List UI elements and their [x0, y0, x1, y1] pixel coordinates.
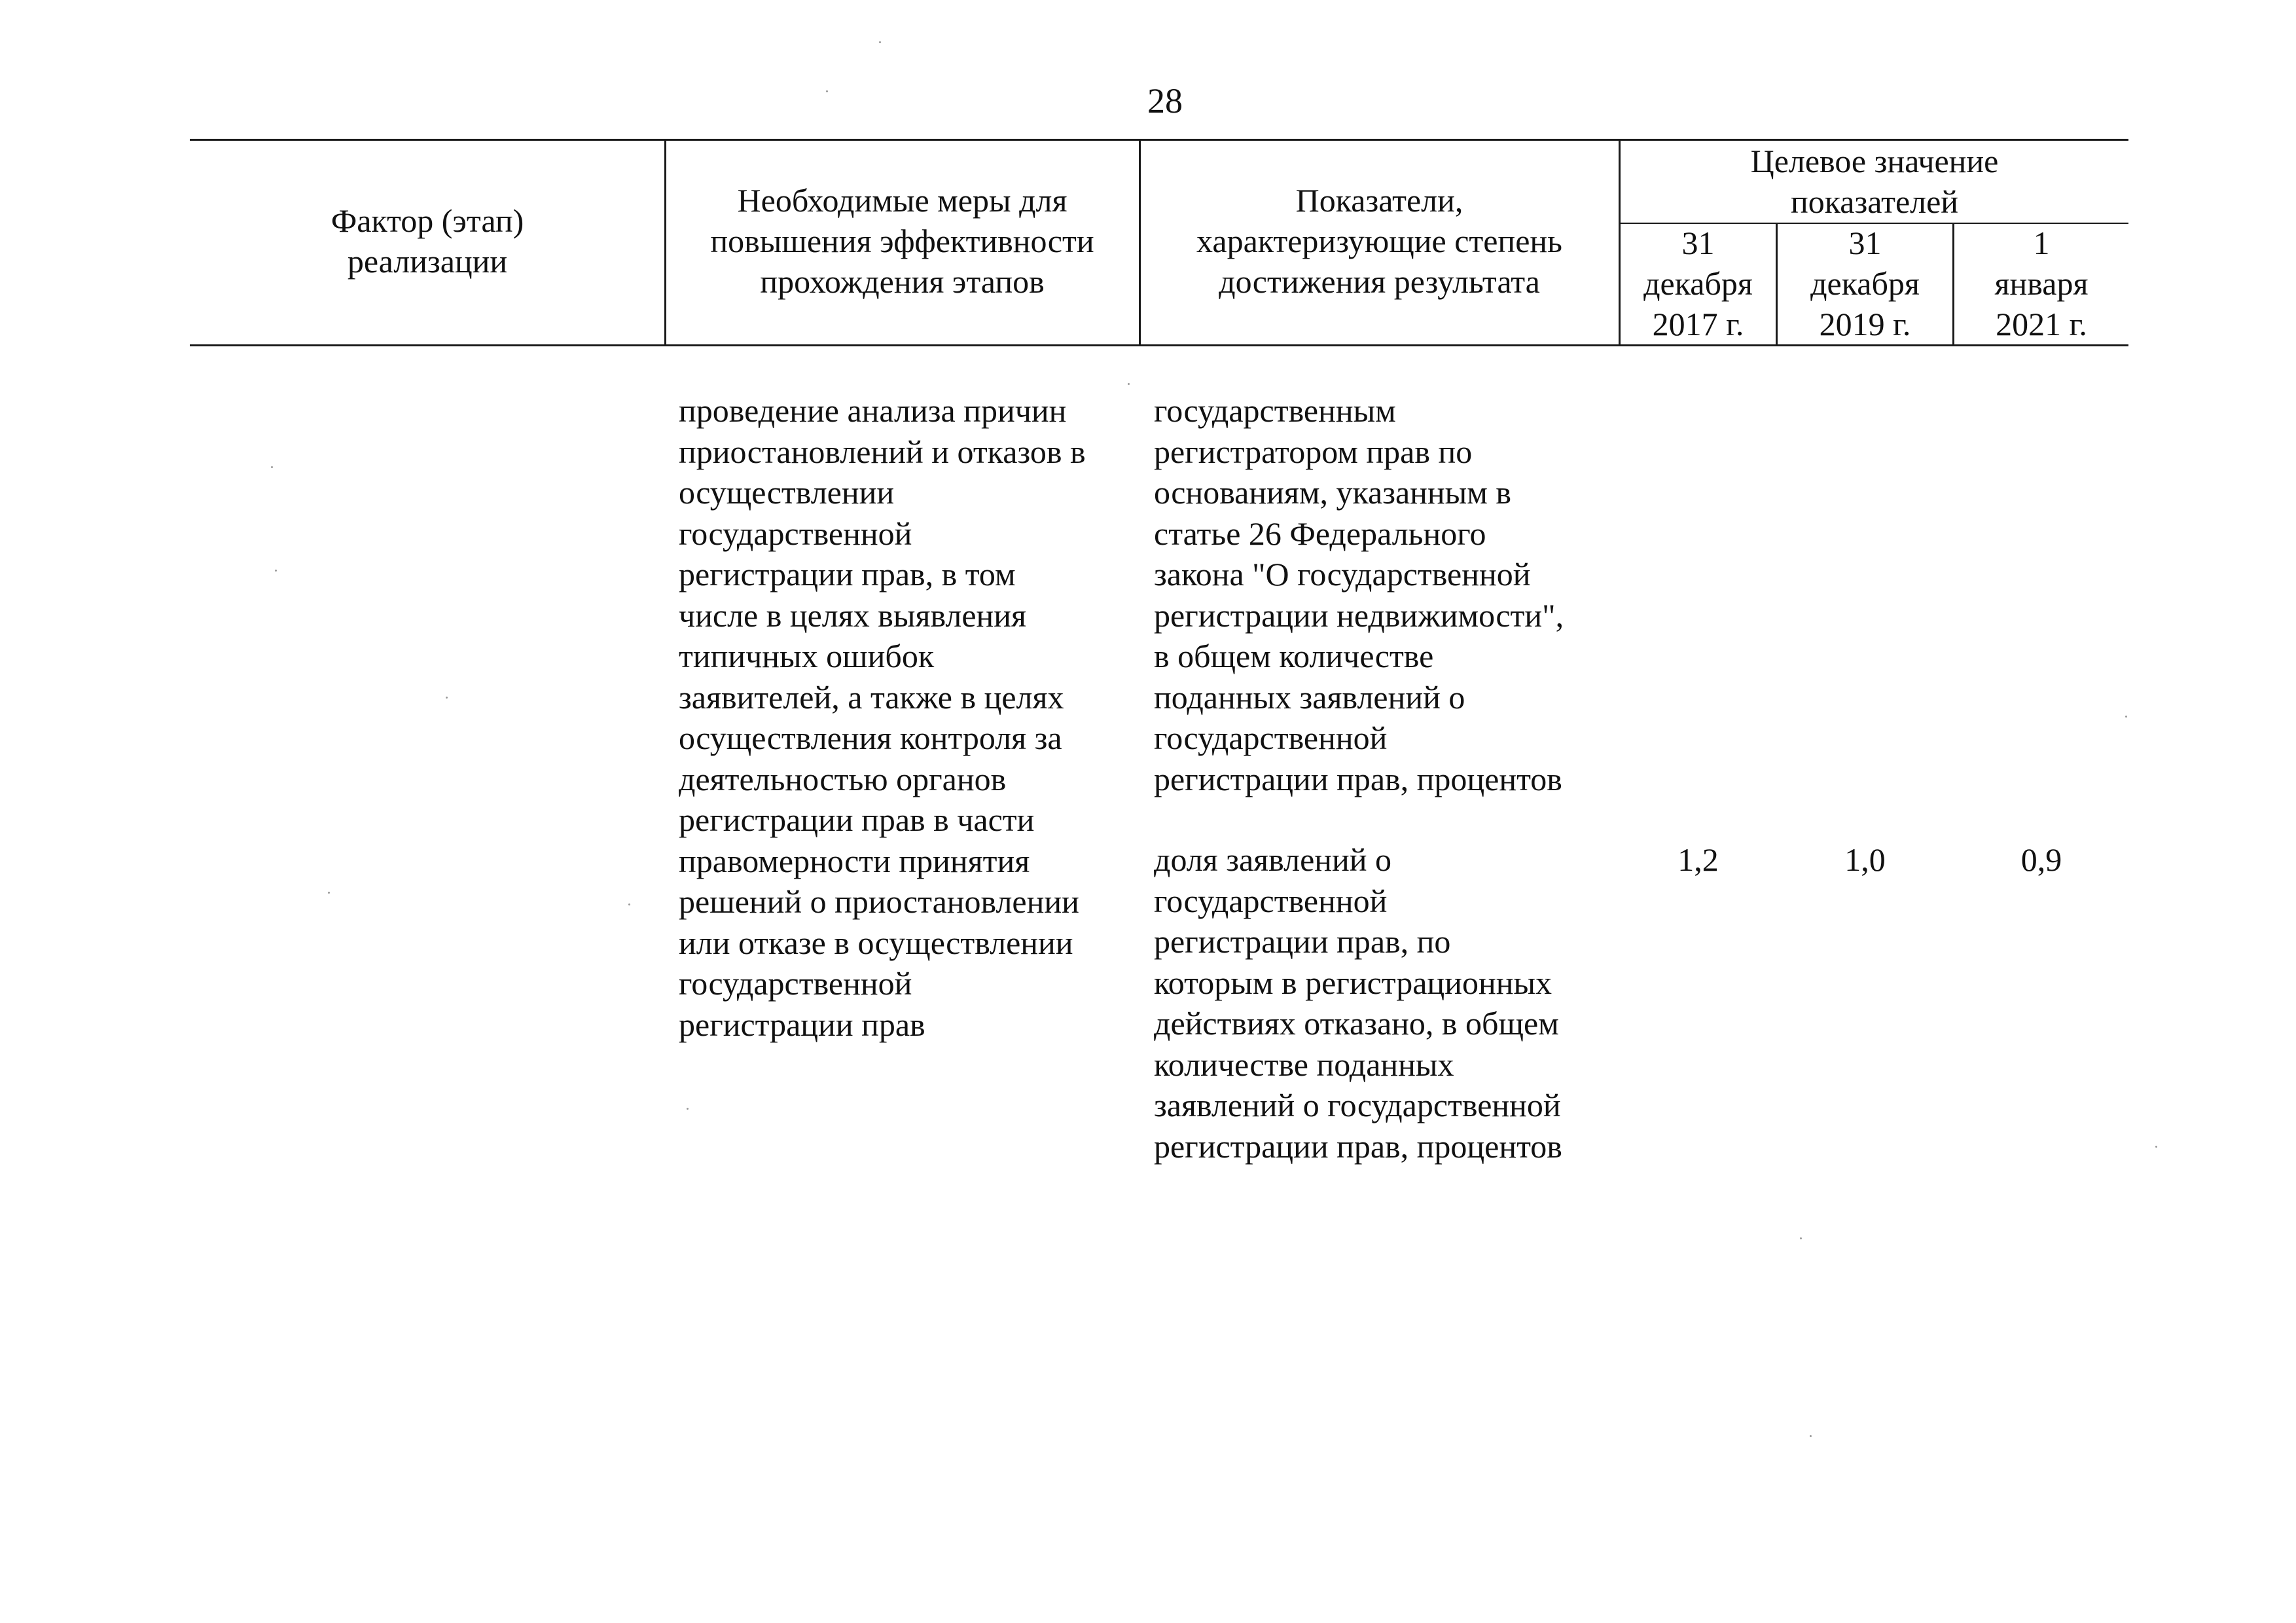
indicator-text-2: доля заявлений о государственной регистрации прав, по которым в регистрационных действиях отказано, в общем количестве поданных заявлений о государственной регистрации прав, процентов	[1154, 841, 1562, 1165]
table-header-bottom-rule	[190, 344, 2128, 346]
header-indicators: Показатели, характеризующие степень достижения результата	[1196, 182, 1562, 300]
page-number: 28	[1147, 81, 1183, 120]
measure-text: проведение анализа причин приостановлений и отказов в осуществлении государственной регистрации прав, в том числе в целях выявления типичных ошибок заявителей, а также в целях осуществления контроля за деятельностью органов регистрации прав в части правомерности принятия решений о приостановлении или отказе в осуществлении государственной регистрации прав	[679, 392, 1086, 1043]
header-date-2021: 1 января 2021 г.	[1994, 225, 2089, 342]
scan-speck	[2155, 1146, 2157, 1148]
scan-speck	[879, 41, 881, 43]
scan-speck	[1128, 383, 1130, 385]
scan-speck	[1800, 1237, 1802, 1239]
scan-speck	[826, 90, 828, 92]
scan-speck	[328, 892, 330, 894]
scan-speck	[446, 697, 448, 699]
header-date-2019: 31 декабря 2019 г.	[1810, 225, 1920, 342]
header-date-2017: 31 декабря 2017 г.	[1643, 225, 1753, 342]
scan-speck	[687, 1108, 689, 1110]
header-target-values: Целевое значение показателей	[1750, 143, 1999, 220]
header-measures: Необходимые меры для повышения эффективности прохождения этапов	[710, 182, 1094, 300]
value-2021: 0,9	[2020, 841, 2062, 878]
indicator-text-1: государственным регистратором прав по основаниям, указанным в статье 26 Федерального закона "О государственной регистрации недвижимости", в общем количестве поданных заявлений о государственной регистрации прав, процентов	[1154, 392, 1564, 797]
scan-speck	[2125, 716, 2127, 718]
scan-speck	[1810, 1435, 1812, 1437]
scan-speck	[275, 570, 277, 572]
value-2019: 1,0	[1844, 841, 1886, 878]
header-factor: Фактор (этап) реализации	[331, 202, 524, 280]
scan-speck	[271, 466, 273, 468]
scan-speck	[628, 903, 630, 905]
value-2017: 1,2	[1677, 841, 1719, 878]
